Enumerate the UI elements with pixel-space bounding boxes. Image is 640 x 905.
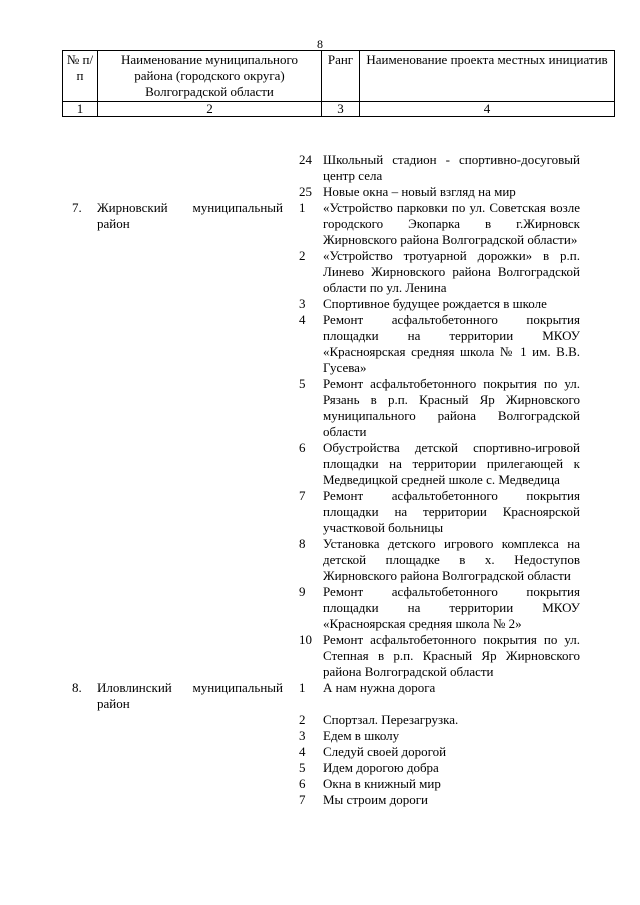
row-region: Иловлинский муниципальный район <box>97 680 283 711</box>
row-rank: 7 <box>299 488 306 503</box>
row-number <box>62 536 97 584</box>
row-number <box>62 792 97 808</box>
row-number <box>62 760 97 776</box>
row-rank: 1 <box>299 200 306 215</box>
header-rank-col: Ранг <box>322 51 360 102</box>
row-region <box>97 584 283 632</box>
row-rank: 6 <box>299 776 306 791</box>
row-number <box>62 744 97 760</box>
row-project: Ремонт асфальтобетонного покрытия по ул. Рязань в р.п. Красный Яр Жирновского муниципального района Волгоградской области <box>323 376 580 439</box>
table-row <box>62 728 614 744</box>
table-row <box>62 680 614 712</box>
table-row <box>62 712 614 728</box>
row-rank: 2 <box>299 248 306 263</box>
table-row <box>62 152 614 184</box>
row-region <box>97 296 283 312</box>
table-row <box>62 184 614 200</box>
row-rank: 25 <box>299 184 312 199</box>
row-project: Едем в школу <box>323 728 400 743</box>
row-project: Следуй своей дорогой <box>323 744 447 759</box>
row-number <box>62 584 97 632</box>
row-number <box>62 776 97 792</box>
row-region <box>97 488 283 536</box>
row-project: Ремонт асфальтобетонного покрытия площадки на территории МКОУ «Красноярская средняя школа № 1 им. В.В. Гусева» <box>323 312 580 375</box>
row-number <box>62 312 97 376</box>
row-project: Ремонт асфальтобетонного покрытия по ул. Степная в р.п. Красный Яр Жирновского района Волгоградской области <box>323 632 580 679</box>
header-num-2: 2 <box>98 102 322 117</box>
header-num-4: 4 <box>360 102 615 117</box>
row-project: «Устройство тротуарной дорожки» в р.п. Линево Жирновского района Волгоградской области по ул. Ленина <box>323 248 580 295</box>
row-project: Ремонт асфальтобетонного покрытия площадки на территории МКОУ «Красноярская средняя школа № 2» <box>323 584 580 631</box>
row-number <box>62 728 97 744</box>
table-row <box>62 296 614 312</box>
table-row <box>62 536 614 584</box>
table-row <box>62 376 614 440</box>
row-project: Установка детского игрового комплекса на детской площадке в х. Недоступов Жирновского района Волгоградской области <box>323 536 580 583</box>
row-region <box>97 760 283 776</box>
row-project: Спортзал. Перезагрузка. <box>323 712 459 727</box>
table-row <box>62 440 614 488</box>
table-row <box>62 312 614 376</box>
row-region: Жирновский муниципальный район <box>97 200 283 231</box>
row-number <box>62 248 97 296</box>
row-rank: 5 <box>299 376 306 391</box>
table-row <box>62 584 614 632</box>
row-number <box>62 712 97 728</box>
row-rank: 4 <box>299 312 306 327</box>
table-row <box>62 776 614 792</box>
row-number: 7. <box>72 200 82 215</box>
row-project: Ремонт асфальтобетонного покрытия площадки на территории Красноярской участковой больницы <box>323 488 580 535</box>
header-num-1: 1 <box>63 102 98 117</box>
table-body <box>62 152 614 808</box>
row-region <box>97 776 283 792</box>
row-rank: 24 <box>299 152 312 167</box>
row-region <box>97 184 283 200</box>
row-region <box>97 744 283 760</box>
row-project: Идем дорогою добра <box>323 760 439 775</box>
row-number: 8. <box>72 680 82 695</box>
table-row <box>62 488 614 536</box>
row-project: Школьный стадион - спортивно-досуговый центр села <box>323 152 580 183</box>
row-region <box>97 728 283 744</box>
row-region <box>97 536 283 584</box>
row-project: Новые окна – новый взгляд на мир <box>323 184 516 199</box>
row-rank: 5 <box>299 760 306 775</box>
row-project: Окна в книжный мир <box>323 776 441 791</box>
row-rank: 1 <box>299 680 306 695</box>
row-region <box>97 632 283 680</box>
row-number <box>62 376 97 440</box>
row-region <box>97 792 283 808</box>
row-number <box>62 296 97 312</box>
row-project: «Устройство парковки по ул. Советская возле городского Экопарка в г.Жирновск Жирновского района Волгоградской области» <box>323 200 580 247</box>
row-project: Спортивное будущее рождается в школе <box>323 296 547 311</box>
row-rank: 8 <box>299 536 306 551</box>
row-region <box>97 248 283 296</box>
row-number <box>62 632 97 680</box>
row-region <box>97 712 283 728</box>
table-row <box>62 792 614 808</box>
row-region <box>97 152 283 184</box>
row-rank: 6 <box>299 440 306 455</box>
page-number: 8 <box>317 37 323 51</box>
table-row <box>62 760 614 776</box>
row-rank: 10 <box>299 632 312 647</box>
table-row <box>62 744 614 760</box>
table-row <box>62 248 614 296</box>
row-region <box>97 440 283 488</box>
row-rank: 7 <box>299 792 306 807</box>
row-rank: 2 <box>299 712 306 727</box>
header-row <box>63 51 615 102</box>
row-region <box>97 376 283 440</box>
table-row <box>62 200 614 248</box>
row-rank: 3 <box>299 296 306 311</box>
row-number <box>62 440 97 488</box>
header-region-col: Наименование муниципального района (городского округа) Волгоградской области <box>98 51 322 102</box>
row-project: А нам нужна дорога <box>323 680 436 695</box>
row-project: Мы строим дороги <box>323 792 428 807</box>
row-rank: 4 <box>299 744 306 759</box>
row-project: Обустройства детской спортивно-игровой площадки на территории прилегающей к Медведицкой средней школе с. Медведица <box>323 440 580 487</box>
header-number-col: № п/п <box>63 51 98 102</box>
header-project-col: Наименование проекта местных инициатив <box>360 51 615 102</box>
table-header <box>62 50 615 117</box>
row-rank: 9 <box>299 584 306 599</box>
header-numbering-row <box>63 102 615 117</box>
row-number <box>62 152 97 184</box>
header-num-3: 3 <box>322 102 360 117</box>
row-number <box>62 184 97 200</box>
table-row <box>62 632 614 680</box>
row-rank: 3 <box>299 728 306 743</box>
row-region <box>97 312 283 376</box>
row-number <box>62 488 97 536</box>
